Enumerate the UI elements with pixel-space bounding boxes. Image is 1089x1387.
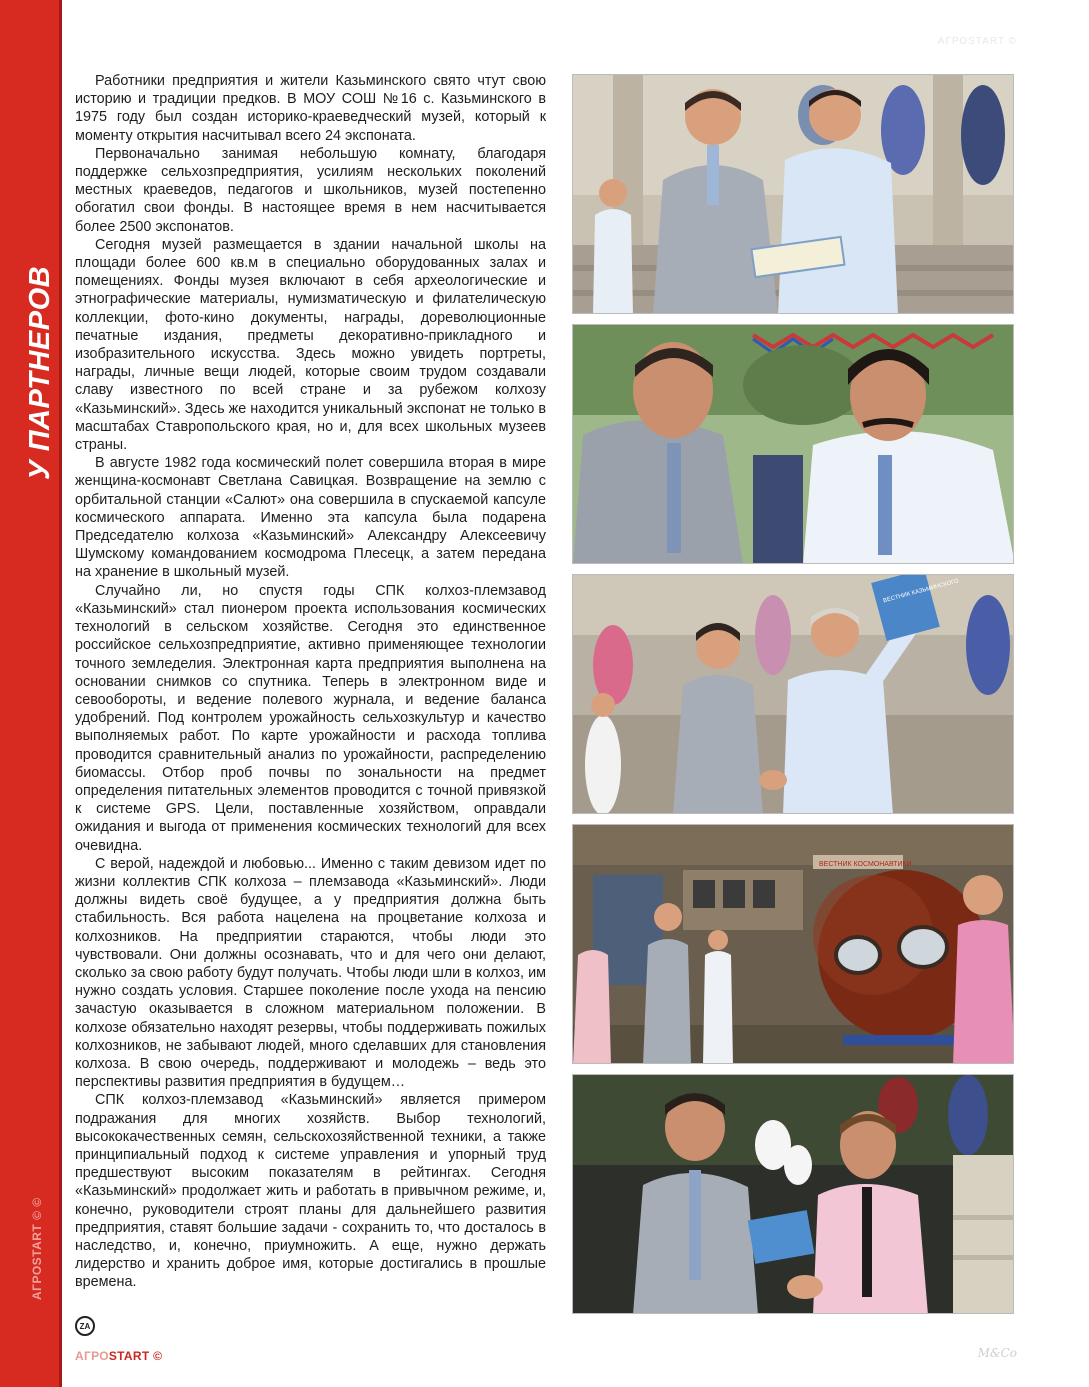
- footer-mark: M&Co: [977, 1346, 1017, 1360]
- za-logo: ZA: [75, 1316, 95, 1336]
- article-paragraph: С верой, надеждой и любовью... Именно с таким девизом идет по жизни коллектив СПК колхоза – племзавода «Казьминский». Люди должны видеть своё будущее, а у предприятия должна быть стабильность. Вся работа нацелена на процветание колхоза и колхозников. На предприятии стараются, чтобы люди это чувствовали. Они должны осознавать, что и для чего они делают, сколько за свою работу будут получать. Чтобы люди шли в колхоз, им нужно создать условия. Старшее поколение после ухода на пенсию зачастую оказывается в сложном материальном положении. В колхозе обязательно находят резервы, чтобы поддерживать пожилых колхозников, не забывают людей, много сделавших для становления колхоза. В свою очередь, поддерживают и молодежь – ведь это перспективы развития предприятия в будущем…: [75, 855, 546, 1091]
- footer-brand: [75, 1349, 162, 1363]
- article-body: [75, 72, 546, 1292]
- article-paragraph: Сегодня музей размещается в здании начальной школы на площади более 600 кв.м в специально оборудованных залах и помещениях. Фонды музея включают в себя археологические и этнографические материалы, нумизматическую и филателическую коллекции, фото-кино документы, награды, дореволюционные печатные издания, предметы декоративно-прикладного и изобразительного искусства. Здесь можно увидеть портреты, награды, личные вещи людей, которые своим трудом создавали славу известного по всей стране и за рубежом колхозу «Казьминский». Здесь же находится уникальный экспонат не только в масштабах Ставропольского края, но и, для всех школьных музеев страны.: [75, 236, 546, 454]
- article-paragraph: Первоначально занимая небольшую комнату, благодаря поддержке сельхозпредприятия, усилиям нескольких поколений местных краеведов, педагогов и школьников, музей постепенно обогатил свои фонды. В настоящее время в нем насчитывается более 2500 экспонатов.: [75, 145, 546, 235]
- header-brand: АГРОSTART ©: [937, 36, 1017, 47]
- article-paragraph: Работники предприятия и жители Казьминского свято чтут свою историю и традиции предков. В МОУ СОШ №16 с. Казьминского в 1975 году был создан историко-краеведческий музей, который к моменту открытия насчитывал всего 24 экспоната.: [75, 73, 546, 144]
- section-title: У ПАРТНЕРОВ: [24, 265, 56, 480]
- article-paragraph: СПК колхоз-племзавод «Казьминский» является примером подражания для многих хозяйств. Выбор технологий, высококачественных семян, сельскохозяйственной техники, а также принципиальный подход к системе управления и упорный труд предшествуют высоким показателям в рейтингах. Сегодня «Казьминский» продолжает жить и работать в привычном режиме, и, конечно, руководители строят планы для дальнейшего развития предприятия, ставят большие задачи - сохранить то, что досталось в наследство, и, конечно, приумножить. А еще, нужно держать лидерство и хранить доброе имя, которые достигались в прошлые времена.: [75, 1092, 546, 1291]
- article-paragraph: В августе 1982 года космический полет совершила вторая в мире женщина-космонавт Светлана Савицкая. Возвращение на землю с орбитальной станции «Салют» она совершила в спускаемой капсуле космического аппарата. Именно эта капсула была подарена Председателю колхоза «Казьминский» Александру Алексеевичу Шумскому командованием космодрома Плесецк, а затем передана на хранение в школьный музей.: [75, 455, 546, 581]
- photo-award-ceremony: [572, 74, 1014, 314]
- photo-museum-capsule: [572, 824, 1014, 1064]
- footer-brand-start: START ©: [108, 1349, 163, 1363]
- photo-conversation: [572, 324, 1014, 564]
- footer-brand-agro: АГРО: [75, 1349, 109, 1363]
- museum-banner: ВЕСТНИК КОСМОНАВТИКИ: [819, 861, 912, 868]
- left-color-band: [0, 0, 62, 1387]
- photo-handshake-booklet: [572, 574, 1014, 814]
- vertical-brand: АГРОSTART © ©: [30, 1197, 44, 1300]
- article-paragraph: Случайно ли, но спустя годы СПК колхоз-племзавод «Казьминский» стал пионером проекта использования космических технологий в сельском хозяйстве. Сегодня это единственное российское сельхозпредприятие, активно применяющее технологии точного земледелия. Электронная карта предприятия выполнена на основании снимков со спутника. Теперь в электронном виде и севообороты, и ведение полевого журнала, и ведение баланса удобрений. Под контролем урожайность сельхозкультур и качество выполняемых работ. По карте урожайности и расхода топлива проводится сравнительный анализ по урожайности, распределению биомассы. Отбор проб почвы по зональности на предмет определения питательных элементов проводится с точной привязкой к системе GPS. Цели, поставленные хозяйством, оправдали ожидания и выгода от применения космических технологий для всех очевидна.: [75, 582, 546, 854]
- booklet-text: ВЕСТНИК КАЗЬМИНСКОГО: [882, 578, 960, 605]
- photo-handshake-pink: [572, 1074, 1014, 1314]
